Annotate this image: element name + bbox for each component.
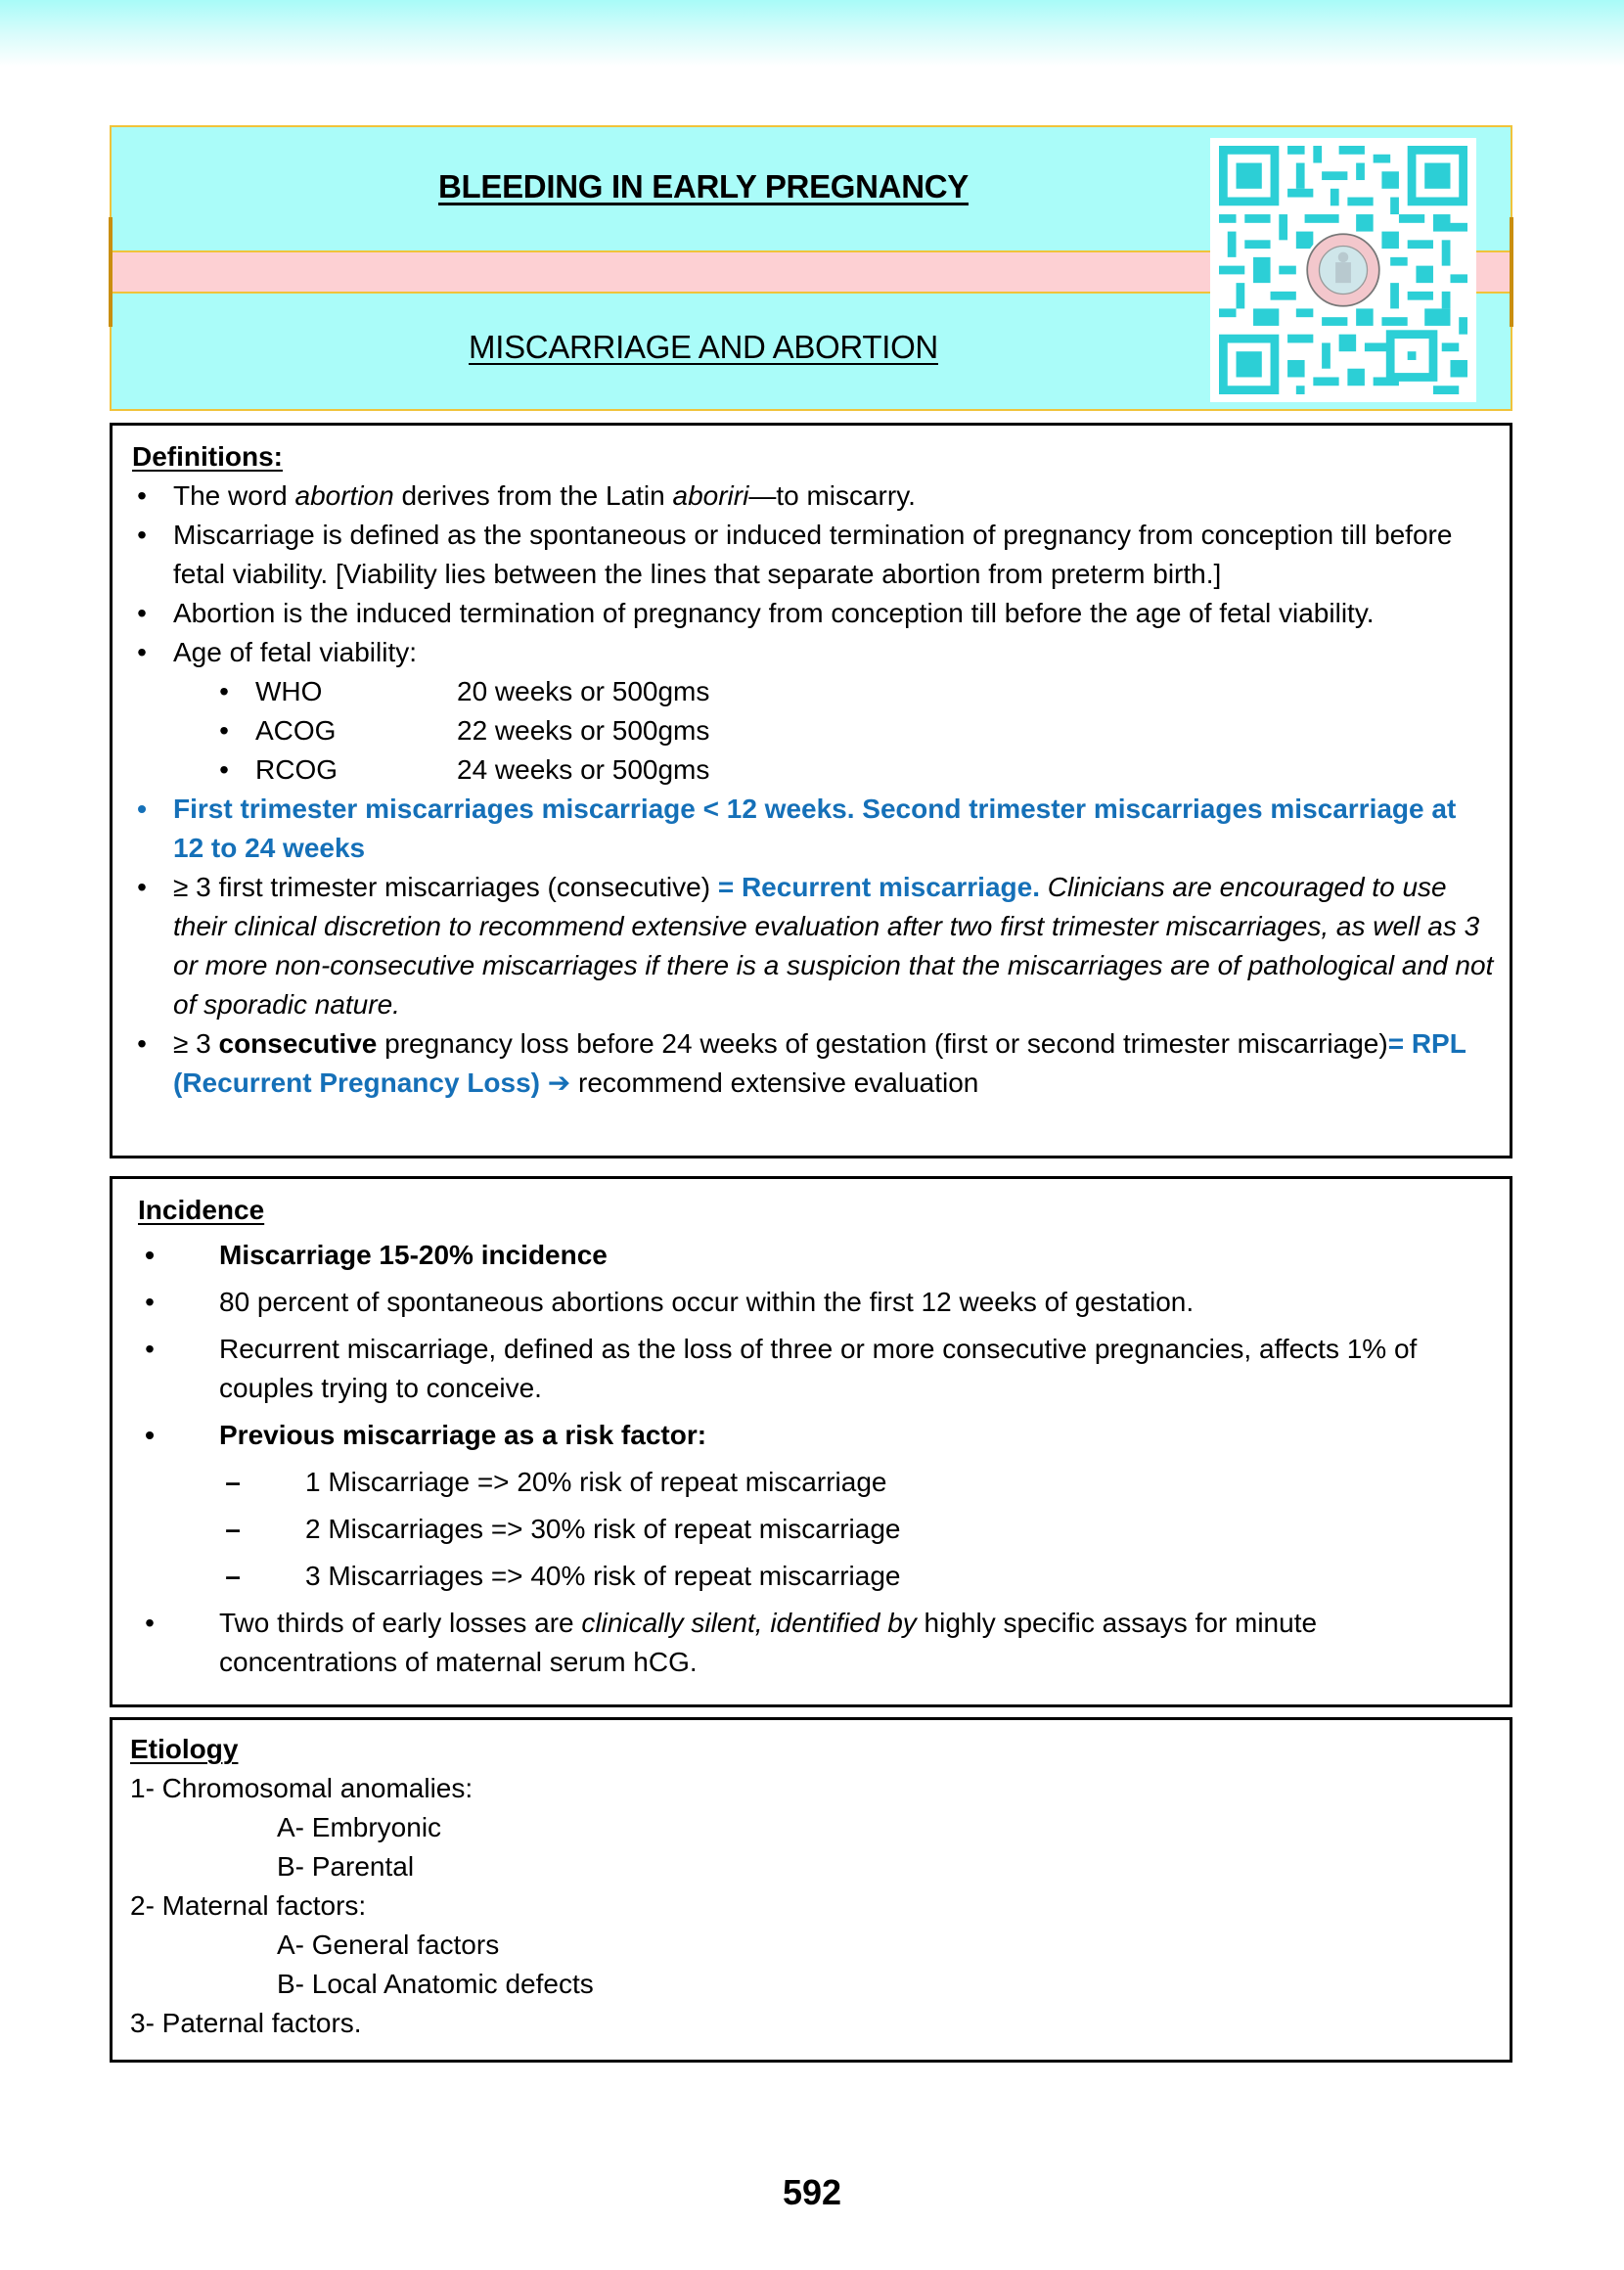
viability-org: RCOG: [255, 754, 338, 785]
header-edge-left: [109, 217, 113, 327]
text: Clinicians are encouraged to use their clinical discretion to recommend extensive evaluation after two first trimester miscarriages, as well as 3 or more non-consecutive miscarriages if there is a suspicion that the miscarriages are of pathological and not of sporadic nature.: [173, 872, 1494, 1020]
bullet-icon: •: [145, 1287, 155, 1317]
etiology-row: A- Embryonic: [277, 1812, 442, 1842]
text: highly specific assays for minute concentrations of maternal serum hCG.: [219, 1608, 1318, 1677]
text: —to miscarry.: [748, 480, 916, 511]
viability-value: 20 weeks or 500gms: [457, 676, 710, 706]
arrow-right-icon: ➔: [547, 1067, 571, 1098]
definition-item: [132, 516, 1494, 594]
etiology-box: [110, 1717, 1512, 2063]
bullet-icon: •: [219, 754, 229, 785]
bullet-icon: •: [145, 1420, 155, 1450]
etiology-row: 1- Chromosomal anomalies:: [130, 1773, 474, 1803]
definitions-box: [110, 423, 1512, 1158]
bullet-icon: •: [137, 637, 147, 667]
bullet-icon: •: [137, 598, 147, 628]
etiology-heading: Etiology: [130, 1734, 239, 1764]
text: clinically silent, identified by: [581, 1608, 917, 1638]
dash-icon: –: [225, 1514, 241, 1544]
bullet-icon: •: [219, 676, 229, 706]
page-subtitle: MISCARRIAGE AND ABORTION: [469, 329, 938, 365]
highlight-text: = RPL (Recurrent Pregnancy Loss): [173, 1028, 1466, 1098]
text: ≥ 3 first trimester miscarriages (consecutive): [173, 872, 718, 902]
viability-row: [132, 750, 1494, 790]
text: 2 Miscarriages => 30% risk of repeat miscarriage: [305, 1514, 901, 1544]
dash-icon: –: [225, 1561, 241, 1591]
text: ≥ 3: [173, 1028, 219, 1059]
viability-value: 22 weeks or 500gms: [457, 715, 710, 746]
highlight-text: = Recurrent miscarriage.: [717, 872, 1040, 902]
text: derives from the Latin: [393, 480, 673, 511]
bullet-icon: •: [137, 520, 147, 550]
qr-code-icon: [1218, 146, 1468, 394]
trimester-note: [132, 790, 1494, 868]
text: 1 Miscarriage => 20% risk of repeat miscarriage: [305, 1467, 887, 1497]
viability-org: WHO: [255, 676, 323, 706]
text: Previous miscarriage as a risk factor:: [219, 1420, 707, 1450]
definitions-heading: Definitions:: [132, 441, 283, 472]
text: The word: [173, 480, 295, 511]
incidence-item: [138, 1604, 1494, 1682]
dash-icon: –: [225, 1467, 241, 1497]
text: Miscarriage 15-20% incidence: [219, 1240, 608, 1270]
text: 3 Miscarriages => 40% risk of repeat miscarriage: [305, 1561, 901, 1591]
incidence-item: [138, 1283, 1494, 1322]
risk-row: [138, 1557, 1494, 1596]
incidence-heading: Incidence: [138, 1195, 265, 1225]
definition-item: [132, 594, 1494, 633]
etiology-row: B- Local Anatomic defects: [277, 1969, 594, 1999]
text: Abortion is the induced termination of pregnancy from conception till before the age of fetal viability.: [173, 598, 1375, 628]
text: 80 percent of spontaneous abortions occur within the first 12 weeks of gestation.: [219, 1287, 1195, 1317]
risk-row: [138, 1510, 1494, 1549]
definition-item: [132, 477, 1494, 516]
risk-row: [138, 1463, 1494, 1502]
header-edge-right: [1510, 217, 1513, 327]
bullet-icon: •: [137, 794, 147, 824]
incidence-item: [138, 1330, 1494, 1408]
page-title: BLEEDING IN EARLY PREGNANCY: [438, 168, 969, 204]
bullet-icon: •: [145, 1608, 155, 1638]
text: abortion: [294, 480, 394, 511]
etiology-row: B- Parental: [277, 1851, 415, 1882]
bullet-icon: •: [145, 1240, 155, 1270]
incidence-box: [110, 1176, 1512, 1707]
incidence-item: [138, 1416, 1494, 1455]
viability-value: 24 weeks or 500gms: [457, 754, 710, 785]
text: recommend extensive evaluation: [570, 1067, 979, 1098]
viability-row: [132, 711, 1494, 750]
bullet-icon: •: [137, 1028, 147, 1059]
text: aboriri: [672, 480, 749, 511]
etiology-row: 3- Paternal factors.: [130, 2008, 362, 2038]
viability-row: [132, 672, 1494, 711]
text: First trimester miscarriages miscarriage < 12 weeks. Second trimester miscarriages miscarriage at 12 to 24 weeks: [173, 794, 1457, 863]
recurrent-miscarriage-item: [132, 868, 1494, 1024]
text: Two thirds of early losses are: [219, 1608, 582, 1638]
etiology-row: A- General factors: [277, 1930, 500, 1960]
text: consecutive: [218, 1028, 378, 1059]
text: Age of fetal viability:: [173, 637, 418, 667]
qr-code[interactable]: [1210, 138, 1476, 402]
text: Recurrent miscarriage, defined as the loss of three or more consecutive pregnancies, affects 1% of couples trying to conceive.: [219, 1334, 1418, 1403]
definition-item: [132, 633, 1494, 672]
bullet-icon: •: [219, 715, 229, 746]
text: Miscarriage is defined as the spontaneous or induced termination of pregnancy from conception till before fetal viability. [Viability lies between the lines that separate abortion from preterm birth.]: [173, 520, 1453, 589]
viability-org: ACOG: [255, 715, 337, 746]
incidence-item: [138, 1236, 1494, 1275]
etiology-row: 2- Maternal factors:: [130, 1890, 367, 1921]
text: pregnancy loss before 24 weeks of gestation (first or second trimester miscarriage): [377, 1028, 1388, 1059]
bullet-icon: •: [145, 1334, 155, 1364]
bullet-icon: •: [137, 872, 147, 902]
page-number: 592: [782, 2172, 842, 2212]
rpl-item: [132, 1024, 1494, 1103]
bullet-icon: •: [137, 480, 147, 511]
